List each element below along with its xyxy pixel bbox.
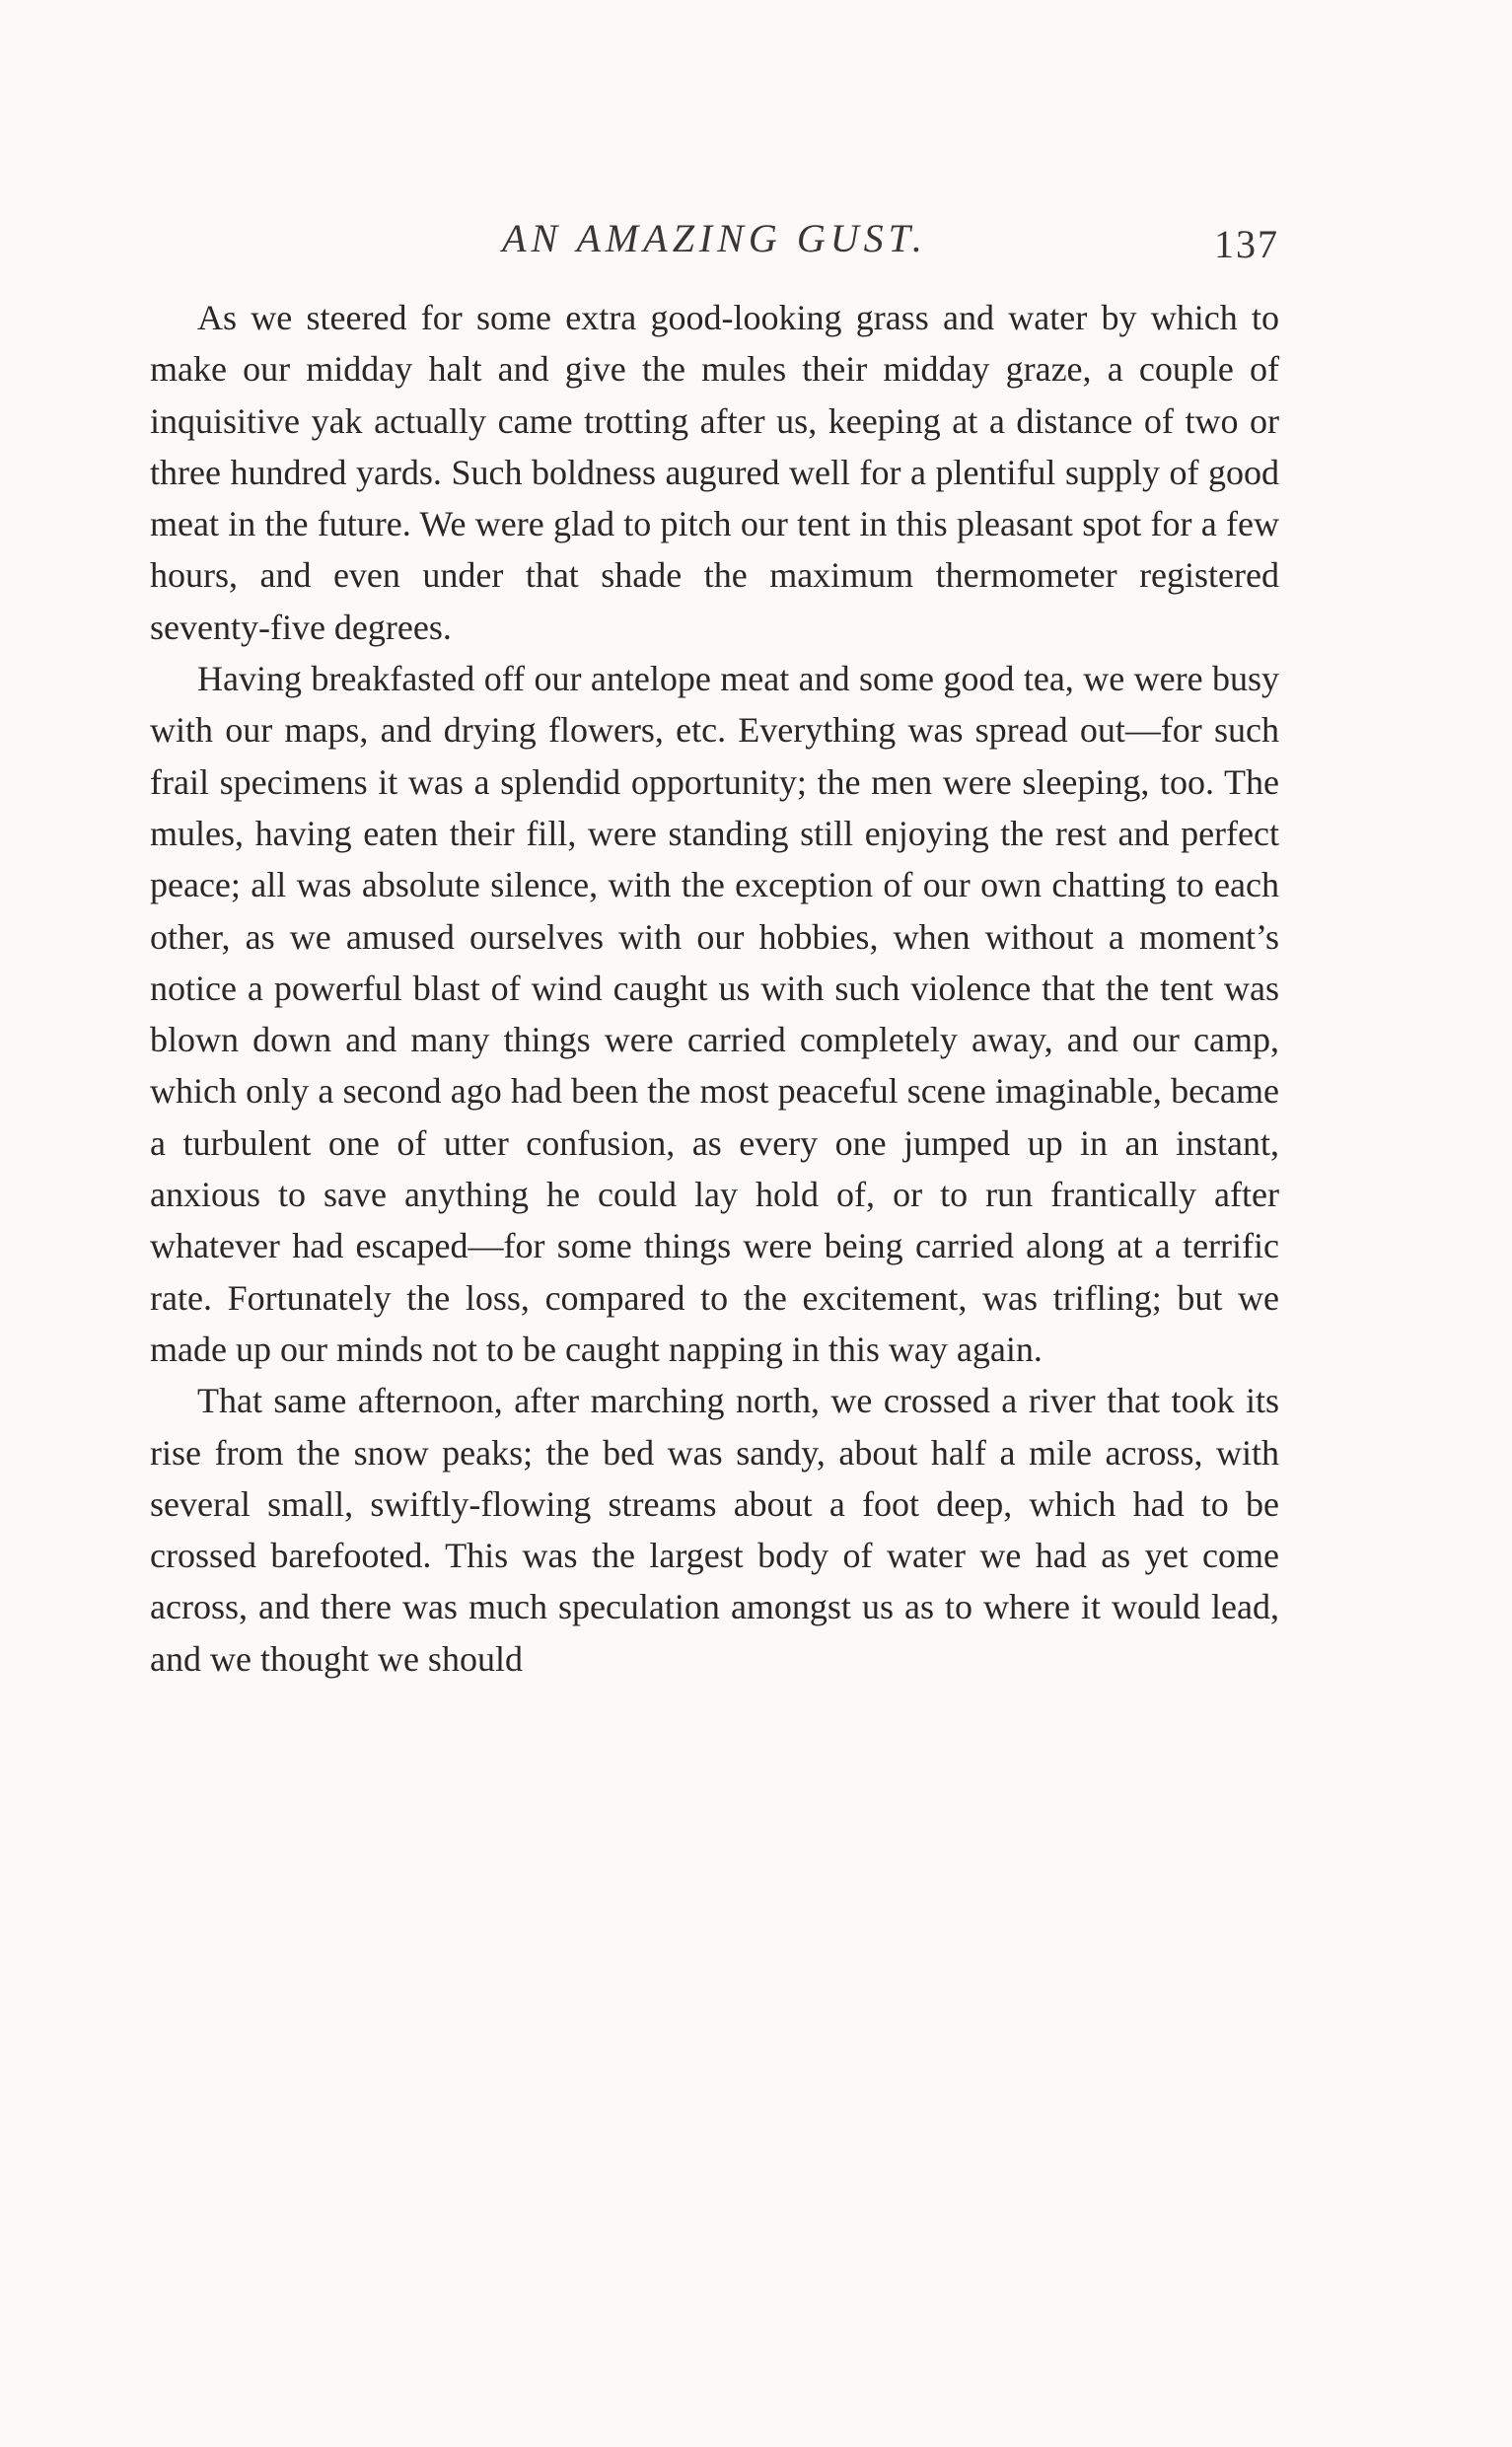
paragraph-3: That same afternoon, after marching north, we crossed a river that took its rise from the snow peaks; the bed was sandy, about half a mile across, with several small, swiftly-flowing streams about a foot deep, which had to be crossed barefooted. This was the largest body of water we had as yet come across, and there was much speculation amongst us as to where it would lead, and we thought we should (150, 1381, 1279, 1679)
running-title: AN AMAZING GUST. (502, 216, 927, 260)
body-text (150, 292, 1279, 1685)
running-head (150, 215, 1279, 274)
paragraph-1: As we steered for some extra good-looking grass and water by which to make our midday halt and give the mules their midday graze, a couple of inquisitive yak actually came trotting after us, keeping at a distance of two or three hundred yards. Such boldness augured well for a plentiful supply of good meat in the future. We were glad to pitch our tent in this pleasant spot for a few hours, and even under that shade the maximum thermometer registered seventy-five degrees. (150, 298, 1279, 647)
page-number: 137 (1214, 222, 1279, 266)
paragraph-2: Having breakfasted off our antelope meat and some good tea, we were busy with our maps, and drying flowers, etc. Everything was spread out—for such frail specimens it was a splendid opportunity; the men were sleeping, too. The mules, having eaten their fill, were standing still enjoying the rest and perfect peace; all was absolute silence, with the exception of our own chatting to each other, as we amused ourselves with our hobbies, when without a moment’s notice a powerful blast of wind caught us with such violence that the tent was blown down and many things were carried completely away, and our camp, which only a second ago had been the most peaceful scene imaginable, became a turbulent one of utter confusion, as every one jumped up in an instant, anxious to save anything he could lay hold of, or to run frantically after whatever had escaped—for some things were being carried along at a terrific rate. Fortunately the loss, compared to the excitement, was trifling; but we made up our minds not to be caught napping in this way again. (150, 659, 1279, 1369)
